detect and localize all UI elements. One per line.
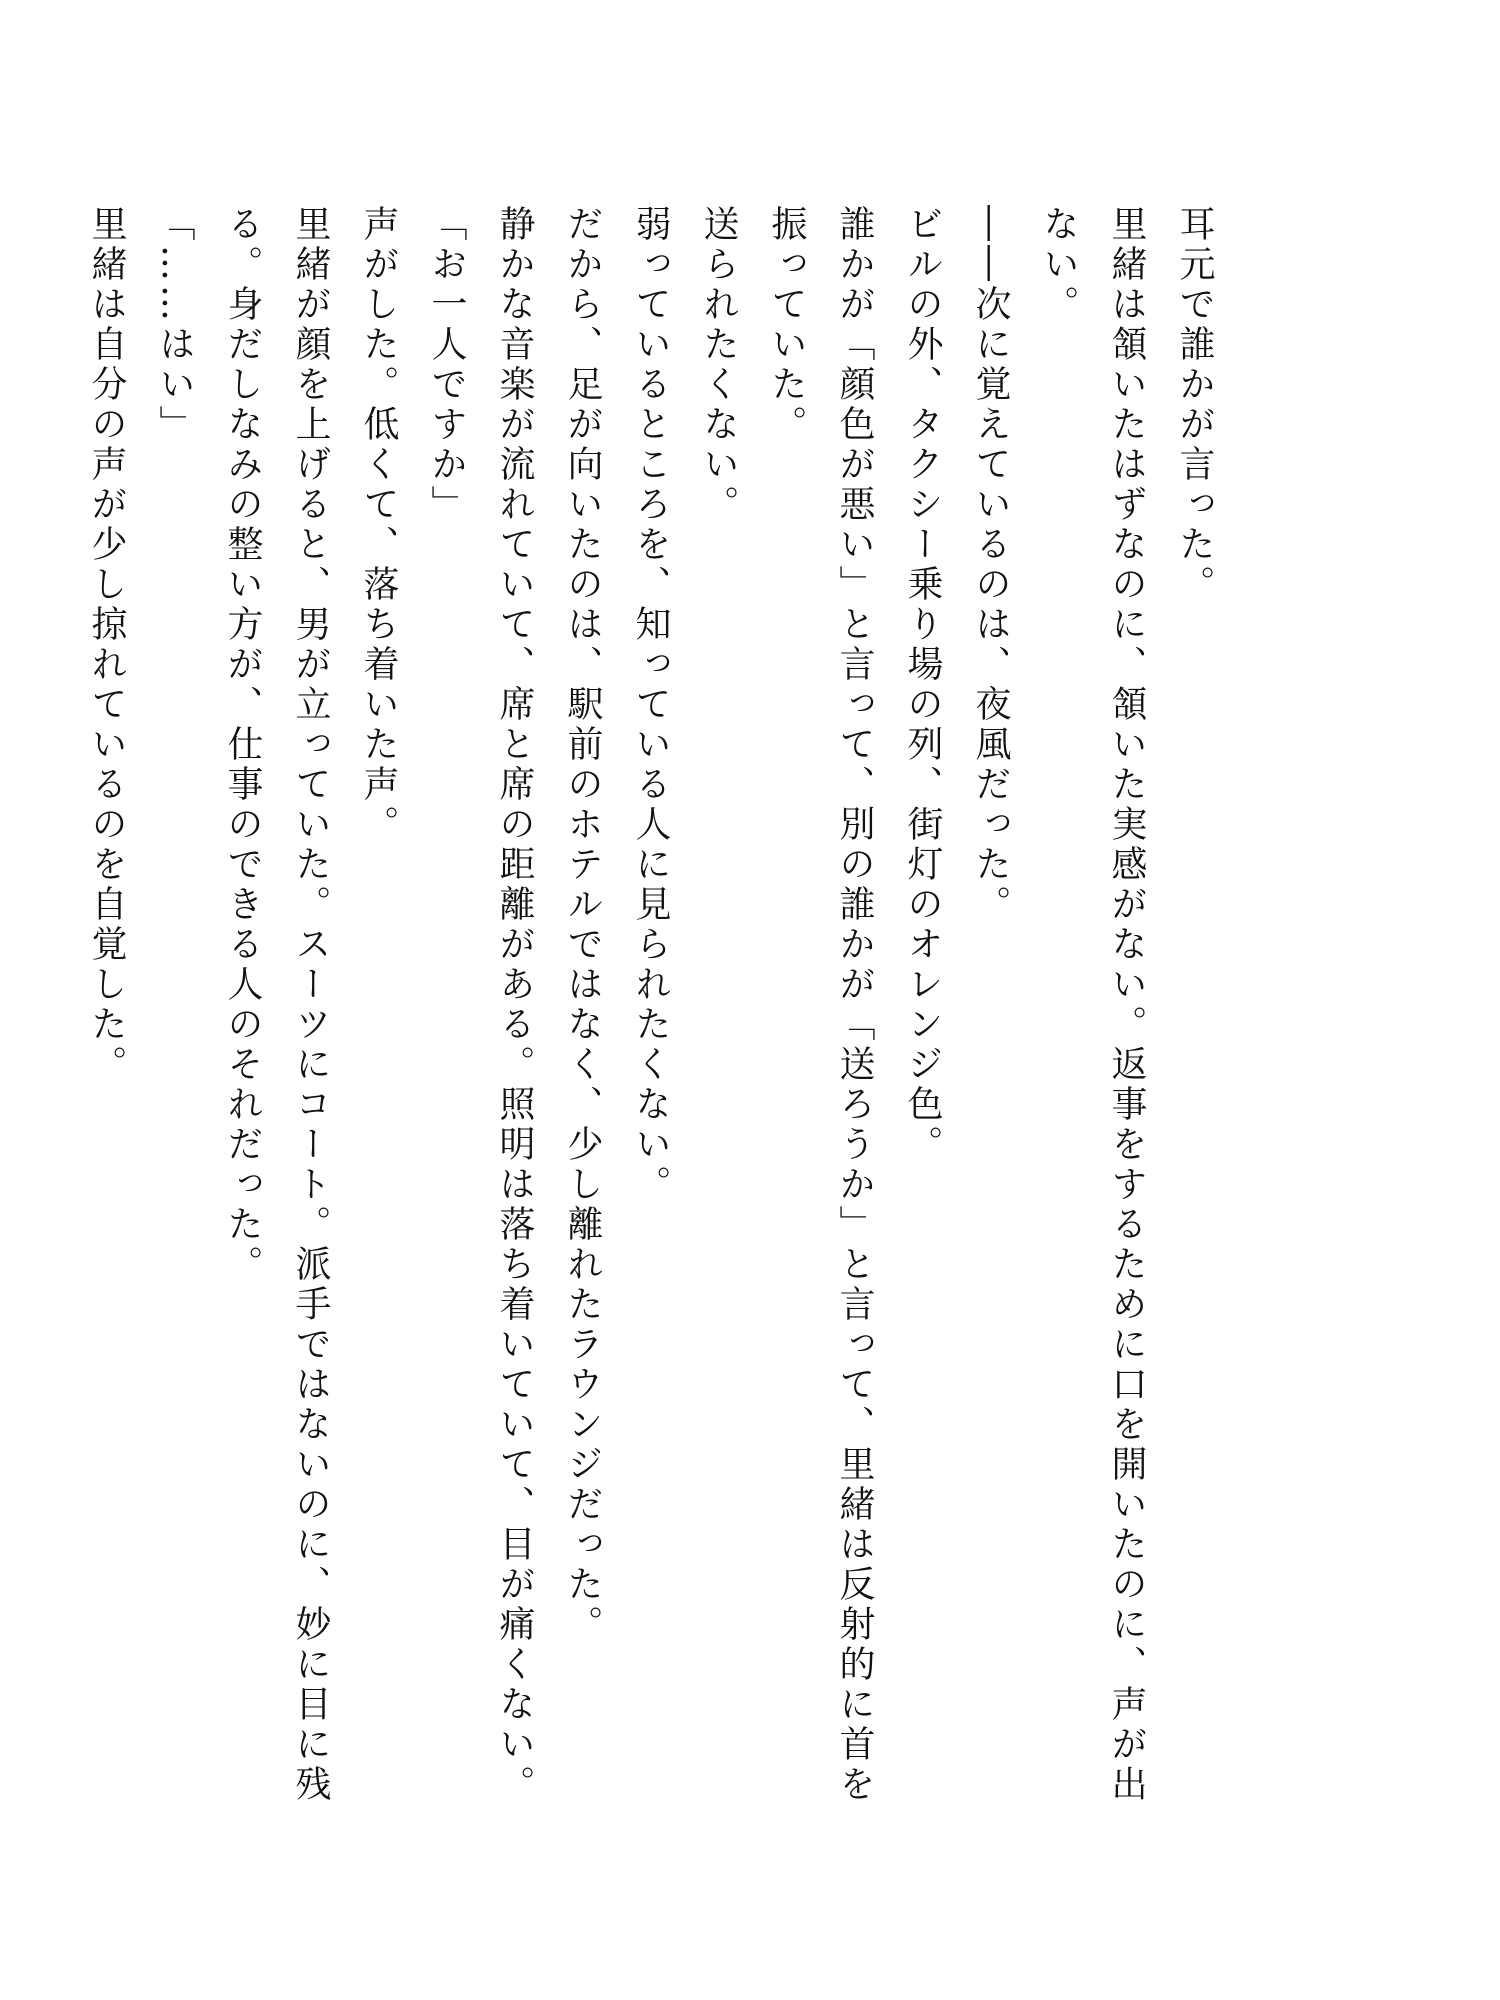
text-line: 里緒は頷いたはずなのに、頷いた実感がない。返事をするために口を開いたのに、声が出ない。 [1038,205,1147,1805]
text-line: 「お一人ですか」 [426,205,467,525]
text-line: 弱っているところを、知っている人に見られたくない。 [630,205,671,1205]
text-line: 里緒は自分の声が少し掠れているのを自覚した。 [86,205,127,1085]
text-line: 静かな音楽が流れていて、席と席の距離がある。照明は落ち着いていて、目が痛くない。 [494,205,535,1805]
text-line: 声がした。低くて、落ち着いた声。 [358,205,399,845]
text-line: 里緒が顔を上げると、男が立っていた。スーツにコート。派手ではないのに、妙に目に残る。身だしなみの整い方が、仕事のできる人のそれだった。 [222,205,331,1805]
vertical-text-body [72,205,1228,1805]
text-line: 送られたくない。 [698,205,739,525]
text-line: 「……はい」 [154,205,195,445]
text-line: 誰かが「顔色が悪い」と言って、別の誰かが「送ろうか」と言って、里緒は反射的に首を振っていた。 [766,205,875,1805]
text-line: 耳元で誰かが言った。 [1174,205,1215,605]
text-line: ビルの外、タクシー乗り場の列、街灯のオレンジ色。 [902,205,943,1165]
text-line: ――次に覚えているのは、夜風だった。 [970,205,1011,925]
text-line: だから、足が向いたのは、駅前のホテルではなく、少し離れたラウンジだった。 [562,205,603,1645]
